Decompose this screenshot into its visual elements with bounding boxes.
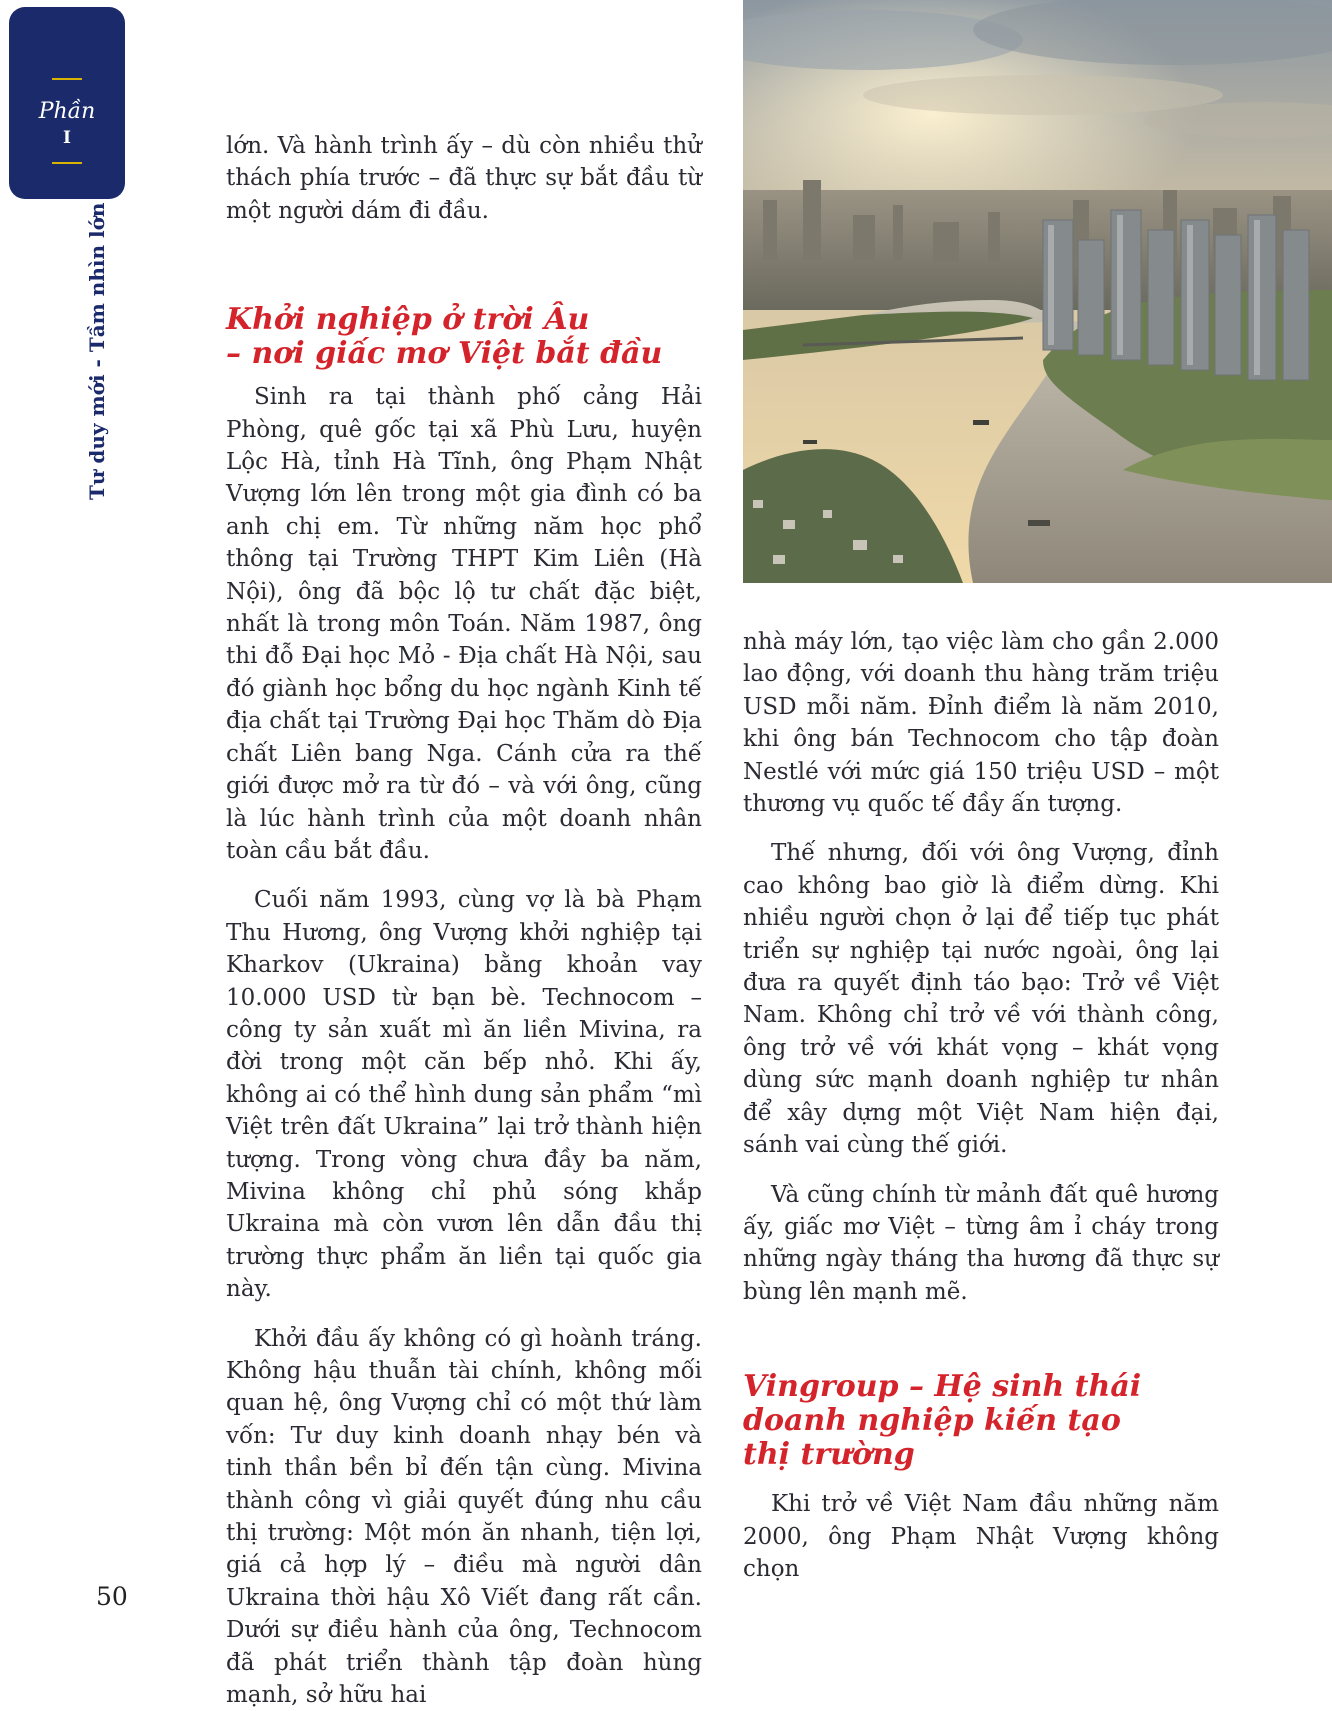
section-heading-startup (226, 303, 702, 371)
right-column (743, 626, 1219, 1585)
heading-line: Vingroup – Hệ sinh thái (743, 1369, 1142, 1405)
badge-rule-bottom (52, 162, 82, 164)
heading-line: doanh nghiệp kiến tạo (743, 1403, 1121, 1439)
badge-rule-top (52, 78, 82, 80)
body-paragraph: Sinh ra tại thành phố cảng Hải Phòng, quê gốc tại xã Phù Lưu, huyện Lộc Hà, tỉnh Hà Tĩnh, ông Phạm Nhật Vượng lớn lên trong một gia đình có ba anh chị em. Từ những năm học phổ thông tại Trường THPT Kim Liên (Hà Nội), ông đã bộc lộ tư chất đặc biệt, nhất là trong môn Toán. Năm 1987, ông thi đỗ Đại học Mỏ - Địa chất Hà Nội, sau đó giành học bổng du học ngành Kinh tế địa chất tại Trường Đại học Thăm dò Địa chất Liên bang Nga. Cánh cửa ra thế giới được mở ra từ đó – và với ông, cũng là lúc hành trình của một doanh nhân toàn cầu bắt đầu. (226, 384, 702, 864)
intro-paragraph: lớn. Và hành trình ấy – dù còn nhiều thử thách phía trước – đã thực sự bắt đầu từ một người dám đi đầu. (226, 133, 702, 224)
heading-line: – nơi giấc mơ Việt bắt đầu (226, 336, 663, 372)
badge-part-number: I (63, 128, 71, 148)
left-column (226, 130, 702, 1711)
body-paragraph: nhà máy lớn, tạo việc làm cho gần 2.000 lao động, với doanh thu hàng trăm triệu USD mỗi năm. Đỉnh điểm là năm 2010, khi ông bán Technocom cho tập đoàn Nestlé với mức giá 150 triệu USD – một thương vụ quốc tế đầy ấn tượng. (743, 629, 1219, 818)
part-badge (9, 7, 125, 199)
heading-line: thị trường (743, 1437, 915, 1473)
running-title: Tư duy mới - Tầm nhìn lớn (85, 202, 109, 500)
body-paragraph: Khởi đầu ấy không có gì hoành tráng. Không hậu thuẫn tài chính, không mối quan hệ, ông Vượng chỉ có một thứ làm vốn: Tư duy kinh doanh nhạy bén và tinh thần bền bỉ đến tận cùng. Mivina thành công vì giải quyết đúng nhu cầu thị trường: Một món ăn nhanh, tiện lợi, giá cả hợp lý – điều mà người dân Ukraina thời hậu Xô Viết đang rất cần. Dưới sự điều hành của ông, Technocom đã phát triển thành tập đoàn hùng mạnh, sở hữu hai (226, 1325, 702, 1709)
body-paragraph: Thế nhưng, đối với ông Vượng, đỉnh cao không bao giờ là điểm dừng. Khi nhiều người chọn ở lại để tiếp tục phát triển sự nghiệp tại nước ngoài, ông lại đưa ra quyết định táo bạo: Trở về Việt Nam. Không chỉ trở về với thành công, ông trở về với khát vọng – khát vọng dùng sức mạnh doanh nghiệp tư nhân để xây dựng một Việt Nam hiện đại, sánh vai cùng thế giới. (743, 840, 1219, 1159)
heading-line: Khởi nghiệp ở trời Âu (226, 302, 590, 338)
section-heading-vingroup (743, 1370, 1219, 1472)
body-paragraph: Khi trở về Việt Nam đầu những năm 2000, ông Phạm Nhật Vượng không chọn (743, 1491, 1219, 1582)
city-river-photo (743, 0, 1332, 583)
page-number: 50 (96, 1582, 128, 1611)
body-paragraph: Cuối năm 1993, cùng vợ là bà Phạm Thu Hương, ông Vượng khởi nghiệp tại Kharkov (Ukraina) bằng khoản vay 10.000 USD từ bạn bè. Technocom – công ty sản xuất mì ăn liền Mivina, ra đời trong một căn bếp nhỏ. Khi ấy, không ai có thể hình dung sản phẩm “mì Việt trên đất Ukraina” lại trở thành hiện tượng. Trong vòng chưa đầy ba năm, Mivina không chỉ phủ sóng khắp Ukraina mà còn vươn lên dẫn đầu thị trường thực phẩm ăn liền tại quốc gia này. (226, 887, 702, 1303)
body-paragraph: Và cũng chính từ mảnh đất quê hương ấy, giấc mơ Việt – từng âm ỉ cháy trong những ngày tháng tha hương đã thực sự bùng lên mạnh mẽ. (743, 1181, 1219, 1305)
badge-part-word: Phần (38, 99, 96, 124)
